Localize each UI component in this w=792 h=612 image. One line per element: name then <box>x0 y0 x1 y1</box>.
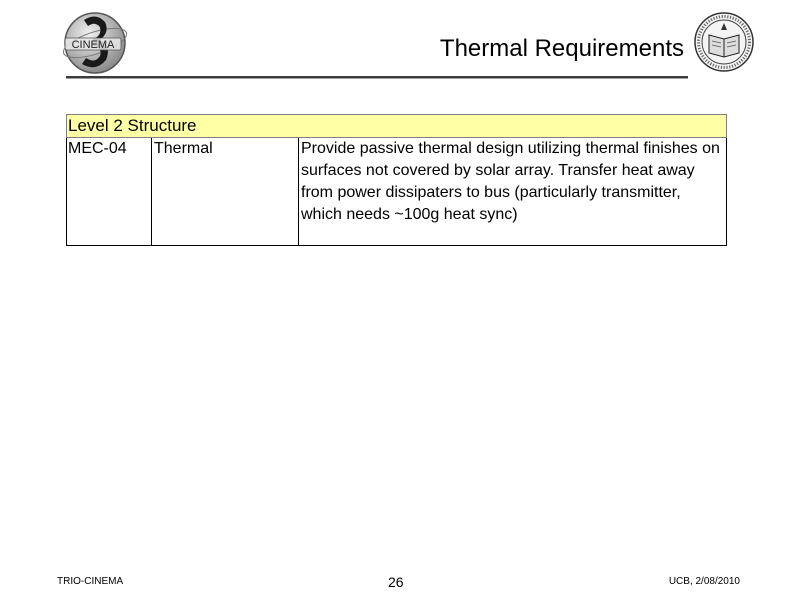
header-rule-shadow <box>66 78 688 79</box>
footer-project: TRIO-CINEMA <box>57 576 124 587</box>
cinema-3-logo-icon <box>60 10 130 76</box>
footer-date: UCB, 2/08/2010 <box>668 576 740 587</box>
column-divider <box>298 138 299 245</box>
section-label: Level 2 Structure <box>68 116 197 135</box>
logo-text: CINEMA <box>71 39 115 51</box>
column-divider <box>151 138 152 245</box>
requirement-name: Thermal <box>154 140 213 157</box>
page-title: Thermal Requirements <box>439 35 684 62</box>
page-number: 26 <box>388 574 404 590</box>
table-row <box>66 138 727 246</box>
university-seal-icon <box>693 11 755 73</box>
requirements-table <box>66 114 727 246</box>
requirement-id: MEC-04 <box>68 140 127 157</box>
requirement-description: Provide passive thermal design utilizing thermal finishes on surfaces not covered by solar array. Transfer heat away from power dissipaters to bus (particularly transmitter, which needs ~100g heat sync) <box>301 140 720 223</box>
section-header-row <box>66 114 727 138</box>
